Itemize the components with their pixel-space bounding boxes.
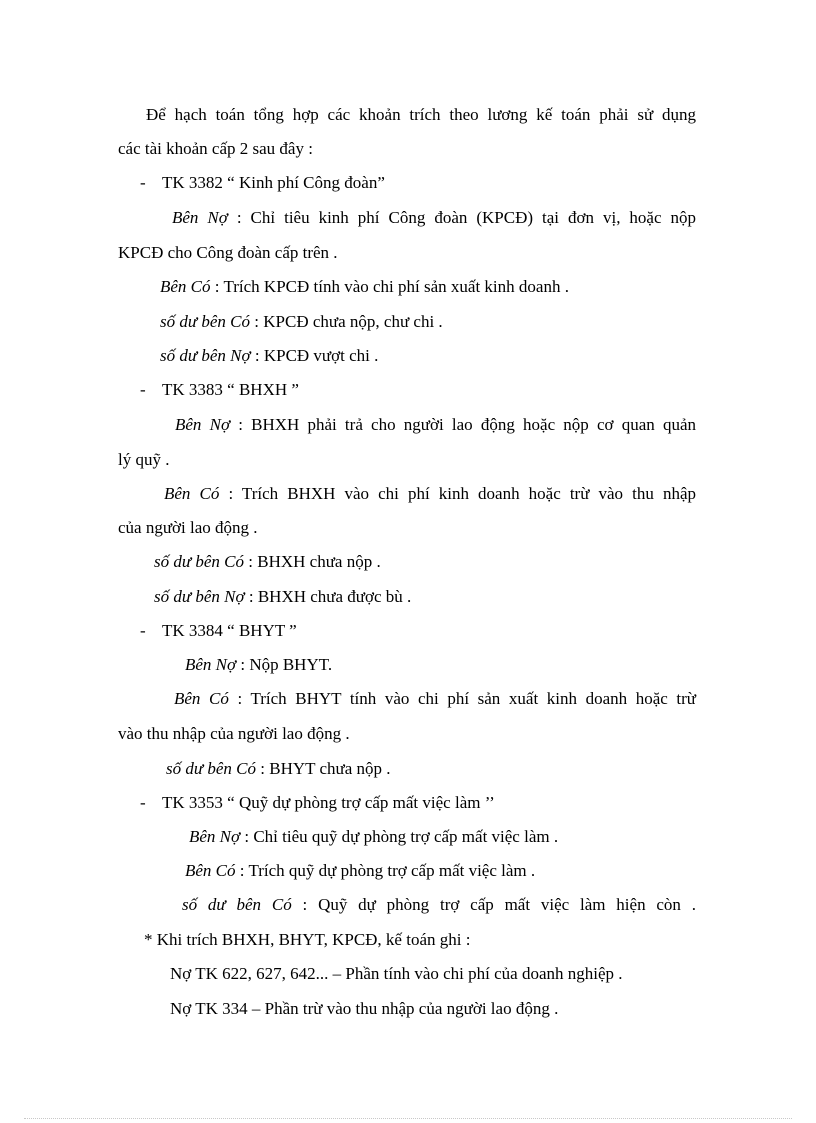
credit-text: : Trích BHXH vào chi phí kinh doanh hoặc trừ vào thu nhập bbox=[219, 484, 696, 503]
intro-line-1: Để hạch toán tổng hợp các khoản trích theo lương kế toán phải sử dụng bbox=[146, 105, 696, 124]
bullet-dash: - bbox=[140, 173, 146, 192]
debit-text: : Nộp BHYT. bbox=[236, 655, 333, 674]
tk3383-debit-balance bbox=[154, 586, 411, 608]
intro-line-2: các tài khoản cấp 2 sau đây : bbox=[118, 139, 313, 158]
entry-header: * Khi trích BHXH, BHYT, KPCĐ, kế toán ghi : bbox=[144, 930, 471, 949]
debit-text: : Chỉ tiêu quỹ dự phòng trợ cấp mất việc làm . bbox=[240, 827, 559, 846]
account-heading-3383: TK 3383 “ BHXH ” bbox=[162, 380, 299, 399]
tk3383-credit-line-1 bbox=[164, 483, 696, 505]
credit-text: : Trích KPCĐ tính vào chi phí sản xuất kinh doanh . bbox=[210, 277, 569, 296]
debit-label: Bên Nợ bbox=[175, 415, 231, 434]
debit-balance-text: : KPCĐ vượt chi . bbox=[250, 346, 379, 365]
credit-balance-label: số dư bên Có bbox=[154, 552, 245, 571]
credit-label: Bên Có bbox=[160, 277, 211, 296]
tk3384-credit-balance bbox=[166, 758, 391, 780]
tk3384-debit-line bbox=[185, 654, 332, 676]
debit-text: : BHXH phải trả cho người lao động hoặc nộp cơ quan quản bbox=[230, 415, 696, 434]
tk3382-debit-line-2: KPCĐ cho Công đoàn cấp trên . bbox=[118, 243, 338, 262]
debit-balance-label: số dư bên Nợ bbox=[160, 346, 251, 365]
credit-balance-text: : BHYT chưa nộp . bbox=[256, 759, 391, 778]
debit-label: Bên Nợ bbox=[185, 655, 237, 674]
credit-balance-text: : BHXH chưa nộp . bbox=[244, 552, 381, 571]
account-heading-3353: TK 3353 “ Quỹ dự phòng trợ cấp mất việc làm ’’ bbox=[162, 793, 495, 812]
credit-label: Bên Có bbox=[185, 861, 236, 880]
bullet-dash: - bbox=[140, 380, 146, 399]
tk3382-credit-balance bbox=[160, 311, 443, 333]
tk3383-debit-line-1 bbox=[175, 414, 696, 436]
debit-label: Bên Nợ bbox=[172, 208, 228, 227]
tk3383-credit-line-2: của người lao động . bbox=[118, 518, 258, 537]
tk3384-credit-line-2: vào thu nhập của người lao động . bbox=[118, 724, 350, 743]
credit-balance-label: số dư bên Có bbox=[182, 895, 292, 914]
bullet-dash: - bbox=[140, 621, 146, 640]
tk3382-debit-balance bbox=[160, 345, 378, 367]
debit-balance-text: : BHXH chưa được bù . bbox=[244, 587, 412, 606]
credit-label: Bên Có bbox=[164, 484, 220, 503]
bullet-dash: - bbox=[140, 793, 146, 812]
tk3353-credit-line bbox=[185, 860, 535, 882]
page-bottom-rule bbox=[24, 1118, 792, 1119]
entry-line-2: Nợ TK 334 – Phần trừ vào thu nhập của người lao động . bbox=[170, 999, 559, 1018]
tk3353-debit-line bbox=[189, 826, 558, 848]
debit-label: Bên Nợ bbox=[189, 827, 241, 846]
credit-balance-text: : Quỹ dự phòng trợ cấp mất việc làm hiện còn . bbox=[291, 895, 696, 914]
tk3353-credit-balance bbox=[182, 894, 696, 916]
debit-text: : Chỉ tiêu kinh phí Công đoàn (KPCĐ) tại đơn vị, hoặc nộp bbox=[227, 208, 697, 227]
account-heading-3382: TK 3382 “ Kinh phí Công đoàn” bbox=[162, 173, 385, 192]
credit-label: Bên Có bbox=[174, 689, 229, 708]
tk3382-debit-line-1 bbox=[172, 207, 696, 229]
credit-text: : Trích quỹ dự phòng trợ cấp mất việc làm . bbox=[235, 861, 536, 880]
credit-balance-label: số dư bên Có bbox=[160, 312, 251, 331]
entry-line-1: Nợ TK 622, 627, 642... – Phần tính vào chi phí của doanh nghiệp . bbox=[170, 964, 623, 983]
tk3383-credit-balance bbox=[154, 551, 381, 573]
tk3384-credit-line-1 bbox=[174, 688, 696, 710]
tk3383-debit-line-2: lý quỹ . bbox=[118, 450, 170, 469]
credit-balance-label: số dư bên Có bbox=[166, 759, 257, 778]
account-heading-3384: TK 3384 “ BHYT ” bbox=[162, 621, 297, 640]
tk3382-credit-line bbox=[160, 276, 569, 298]
debit-balance-label: số dư bên Nợ bbox=[154, 587, 245, 606]
credit-balance-text: : KPCĐ chưa nộp, chư chi . bbox=[250, 312, 443, 331]
credit-text: : Trích BHYT tính vào chi phí sản xuất kinh doanh hoặc trừ bbox=[228, 689, 696, 708]
